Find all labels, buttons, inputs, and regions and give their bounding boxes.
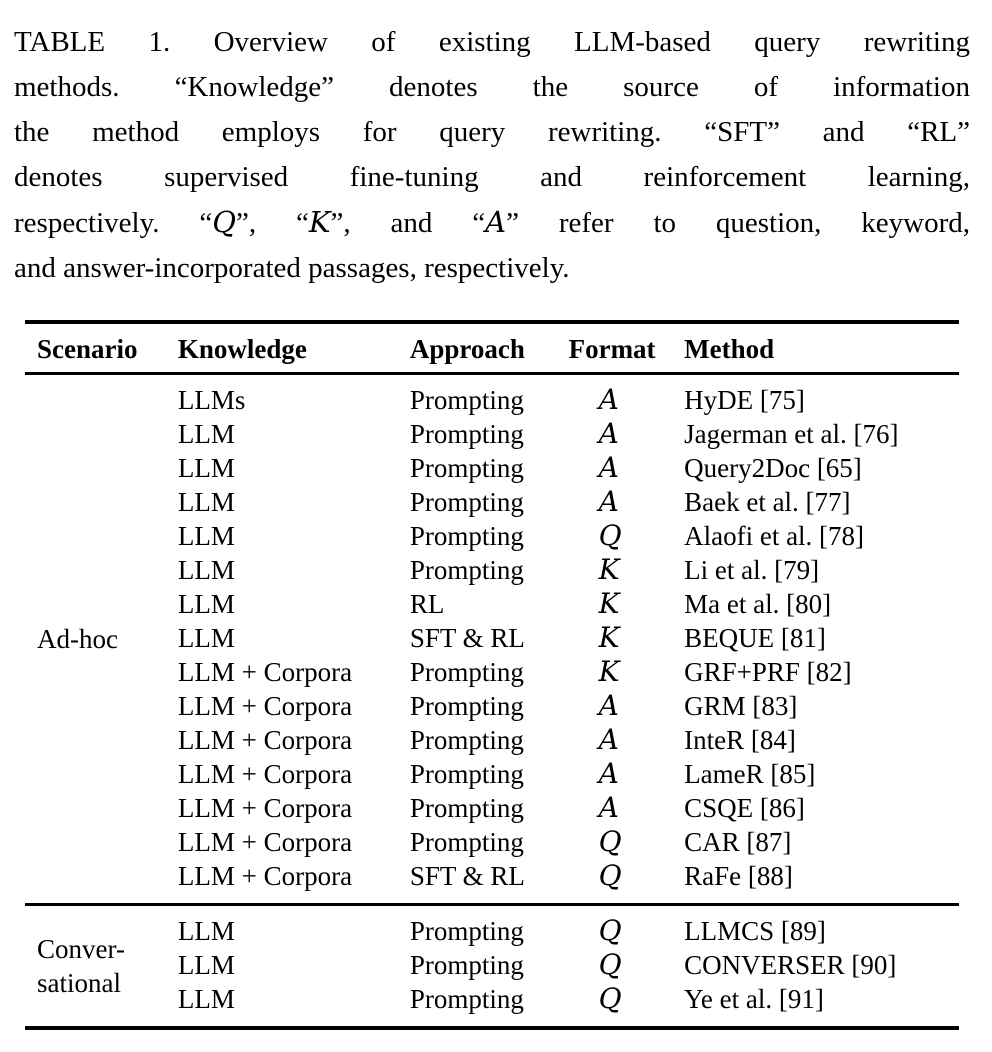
cell-approach: Prompting — [409, 419, 524, 449]
cell-approach: Prompting — [409, 793, 524, 823]
mathcal-k: K — [308, 205, 331, 239]
cell-approach: Prompting — [409, 916, 524, 946]
mathcal-format-letter: K — [598, 621, 620, 654]
scenario-label-line: Ad-hoc — [37, 624, 118, 654]
cell-format — [569, 553, 685, 587]
mathcal-format-letter: A — [598, 485, 619, 518]
cell-format — [569, 655, 685, 689]
mathcal-format-letter: Q — [598, 982, 622, 1015]
cell-format — [569, 451, 685, 485]
mathcal-format-letter: K — [598, 553, 620, 586]
cell-approach: Prompting — [409, 691, 524, 721]
cell-format — [569, 621, 685, 655]
mathcal-format-letter: Q — [598, 825, 622, 858]
column-header-approach: Approach — [409, 334, 525, 364]
scenario-group — [25, 374, 959, 905]
cell-format — [569, 587, 685, 621]
caption-line: and answer-incorporated passages, respectively. — [14, 252, 570, 284]
cell-knowledge: LLM — [177, 487, 235, 517]
cell-knowledge: LLM + Corpora — [177, 691, 353, 721]
cell-method: Baek et al. [77] — [684, 487, 851, 517]
cell-method: CSQE [86] — [684, 793, 805, 823]
mathcal-format-letter: Q — [598, 948, 622, 981]
cell-scenario — [25, 905, 178, 1029]
cell-knowledge: LLM + Corpora — [177, 827, 353, 857]
cell-format — [569, 825, 685, 859]
cell-method: Jagerman et al. [76] — [684, 419, 899, 449]
cell-approach: Prompting — [409, 385, 524, 415]
mathcal-format-letter: A — [598, 417, 619, 450]
caption-segment: respectively. “ — [14, 207, 213, 239]
table-row — [25, 374, 959, 418]
caption-line: the method employs for query rewriting. “SFT” and “RL” — [14, 116, 970, 148]
cell-approach: Prompting — [409, 827, 524, 857]
mathcal-format-letter: A — [598, 723, 619, 756]
cell-approach: Prompting — [409, 487, 524, 517]
table-caption — [14, 20, 970, 291]
cell-knowledge: LLM — [177, 916, 235, 946]
cell-format — [569, 757, 685, 791]
cell-knowledge: LLM — [177, 419, 235, 449]
cell-method: GRF+PRF [82] — [684, 657, 852, 687]
cell-method: Query2Doc [65] — [684, 453, 862, 483]
column-header-scenario: Scenario — [37, 334, 138, 364]
cell-knowledge: LLM + Corpora — [177, 759, 353, 789]
cell-method: Ma et al. [80] — [684, 589, 832, 619]
cell-approach: Prompting — [409, 725, 524, 755]
cell-format — [569, 374, 685, 418]
cell-method: CAR [87] — [684, 827, 792, 857]
table-row — [25, 905, 959, 949]
caption-line: denotes supervised fine-tuning and reinforcement learning, — [14, 161, 970, 193]
caption-line — [14, 200, 970, 246]
cell-approach: Prompting — [409, 759, 524, 789]
cell-approach: SFT & RL — [409, 861, 525, 891]
scenario-group — [25, 905, 959, 1029]
cell-approach: Prompting — [409, 984, 524, 1014]
cell-knowledge: LLM + Corpora — [177, 657, 353, 687]
cell-approach: SFT & RL — [409, 623, 525, 653]
cell-approach: Prompting — [409, 555, 524, 585]
cell-format — [569, 982, 685, 1028]
cell-method: InteR [84] — [684, 725, 796, 755]
cell-knowledge: LLM — [177, 984, 235, 1014]
cell-knowledge: LLMs — [177, 385, 246, 415]
mathcal-format-letter: A — [598, 791, 619, 824]
cell-method: Ye et al. [91] — [684, 984, 824, 1014]
cell-method: HyDE [75] — [684, 385, 805, 415]
cell-knowledge: LLM + Corpora — [177, 725, 353, 755]
cell-format — [569, 859, 685, 905]
methods-table — [25, 320, 959, 1030]
cell-knowledge: LLM — [177, 453, 235, 483]
mathcal-q: Q — [212, 205, 236, 239]
table-header — [25, 322, 959, 374]
cell-knowledge: LLM — [177, 521, 235, 551]
cell-approach: Prompting — [409, 657, 524, 687]
cell-knowledge: LLM — [177, 589, 235, 619]
cell-format — [569, 519, 685, 553]
cell-method: CONVERSER [90] — [684, 950, 897, 980]
cell-method: LameR [85] — [684, 759, 816, 789]
mathcal-format-letter: A — [598, 383, 619, 416]
cell-format — [569, 689, 685, 723]
mathcal-format-letter: A — [598, 689, 619, 722]
cell-format — [569, 905, 685, 949]
column-header-knowledge: Knowledge — [177, 334, 307, 364]
cell-method: Alaofi et al. [78] — [684, 521, 865, 551]
mathcal-format-letter: K — [598, 655, 620, 688]
cell-knowledge: LLM — [177, 555, 235, 585]
mathcal-a: A — [485, 205, 507, 239]
cell-knowledge: LLM — [177, 950, 235, 980]
mathcal-format-letter: Q — [598, 914, 622, 947]
caption-segment: ”, “ — [236, 207, 309, 239]
cell-knowledge: LLM + Corpora — [177, 861, 353, 891]
cell-knowledge: LLM + Corpora — [177, 793, 353, 823]
cell-method: RaFe [88] — [684, 861, 793, 891]
caption-segment: ” refer to question, keyword, — [506, 207, 971, 239]
scenario-label-line: Conver- — [37, 934, 125, 964]
caption-line: methods. “Knowledge” denotes the source of information — [14, 71, 970, 103]
cell-method: LLMCS [89] — [684, 916, 826, 946]
cell-knowledge: LLM — [177, 623, 235, 653]
cell-method: Li et al. [79] — [684, 555, 820, 585]
methods-table-wrap — [25, 320, 959, 1030]
cell-scenario — [25, 374, 178, 905]
cell-approach: RL — [409, 589, 445, 619]
header-row — [25, 322, 959, 374]
cell-format — [569, 723, 685, 757]
cell-method: GRM [83] — [684, 691, 798, 721]
caption-segment: ”, and “ — [330, 207, 486, 239]
cell-format — [569, 417, 685, 451]
mathcal-format-letter: Q — [598, 519, 622, 552]
mathcal-format-letter: Q — [598, 859, 622, 892]
cell-approach: Prompting — [409, 950, 524, 980]
column-header-method: Method — [684, 334, 775, 364]
cell-approach: Prompting — [409, 453, 524, 483]
cell-format — [569, 948, 685, 982]
mathcal-format-letter: K — [598, 587, 620, 620]
scenario-label-line: sational — [37, 968, 121, 998]
cell-format — [569, 485, 685, 519]
mathcal-format-letter: A — [598, 757, 619, 790]
cell-method: BEQUE [81] — [684, 623, 826, 653]
cell-approach: Prompting — [409, 521, 524, 551]
column-header-format: Format — [568, 334, 656, 364]
mathcal-format-letter: A — [598, 451, 619, 484]
caption-line: TABLE 1. Overview of existing LLM-based query rewriting — [14, 26, 970, 58]
cell-format — [569, 791, 685, 825]
